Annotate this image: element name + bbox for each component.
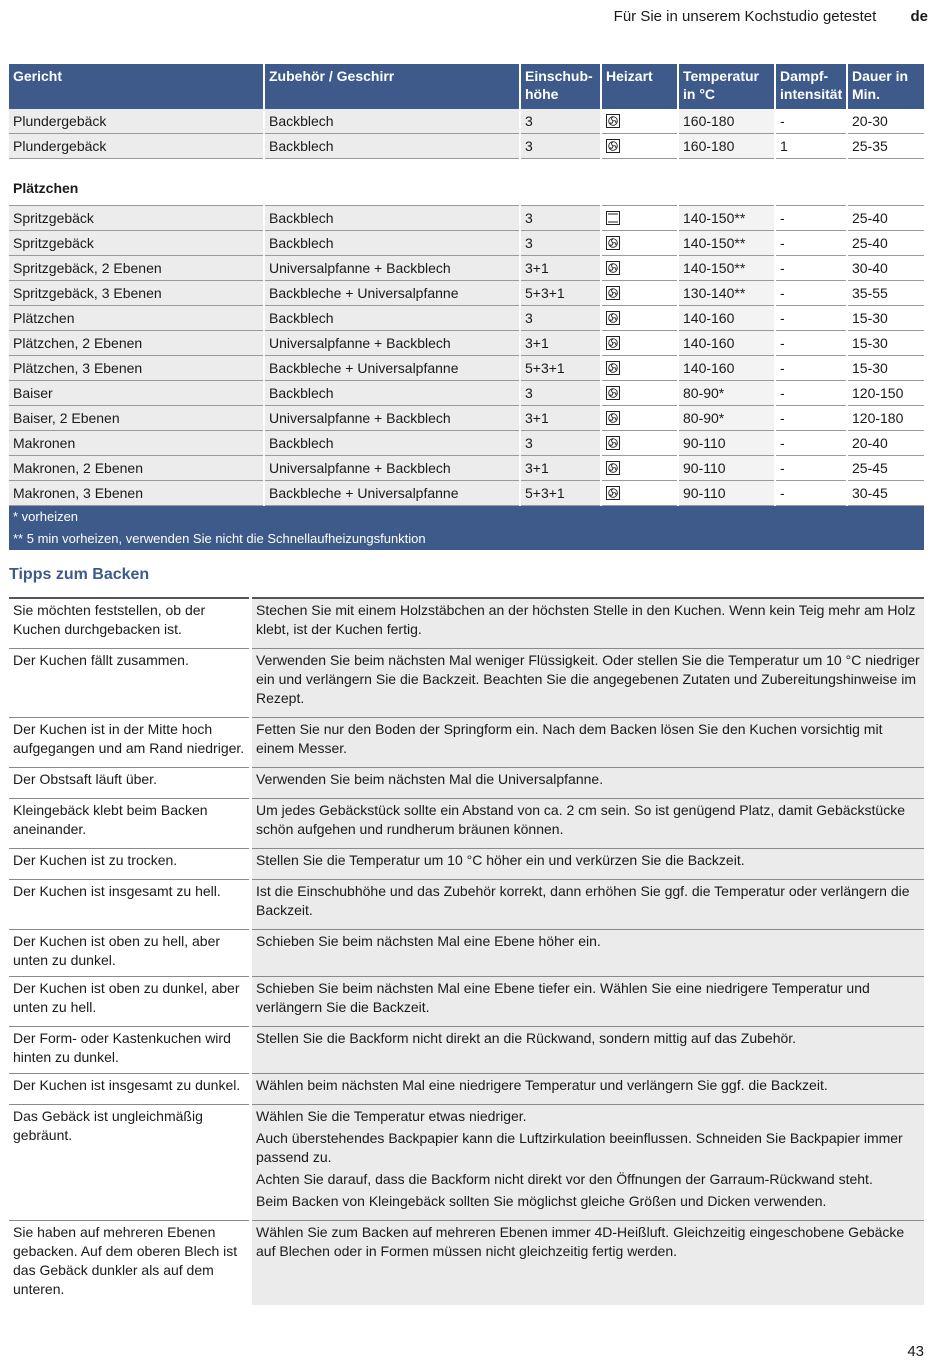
cell-dish: Spritzgebäck [9, 206, 264, 231]
tip-problem: Das Gebäck ist ungleichmäßig gebräunt. [9, 1105, 251, 1221]
cell-level: 3 [520, 431, 601, 456]
tip-solution [251, 598, 925, 649]
cell-level: 5+3+1 [520, 281, 601, 306]
cell-temperature: 90-110 [678, 481, 775, 506]
cell-accessory: Backbleche + Universalpfanne [264, 481, 520, 506]
tip-solution-paragraph: Wählen Sie die Temperatur etwas niedriger. [256, 1108, 527, 1124]
fan-heat-icon [606, 136, 620, 150]
cell-temperature: 90-110 [678, 456, 775, 481]
baking-table-header [9, 64, 924, 109]
fan-heat-icon [606, 258, 620, 272]
cell-accessory: Universalpfanne + Backblech [264, 256, 520, 281]
tip-problem: Der Kuchen ist insgesamt zu hell. [9, 880, 251, 930]
cell-dish: Plätzchen [9, 306, 264, 331]
cell-level: 3+1 [520, 331, 601, 356]
table-row [9, 356, 924, 381]
tip-problem: Sie haben auf mehreren Ebenen gebacken. Auf dem oberen Blech ist das Gebäck dunkler als auf dem unteren. [9, 1221, 251, 1306]
tip-row [9, 1074, 924, 1105]
cell-accessory: Backblech [264, 231, 520, 256]
cell-duration: 120-150 [847, 381, 924, 406]
cell-temperature: 160-180 [678, 109, 775, 134]
tip-solution [251, 649, 925, 718]
tip-solution-paragraph: Wählen Sie zum Backen auf mehreren Ebenen immer 4D-Heißluft. Gleichzeitig eingeschobene Gebäcke auf Blechen oder in Formen müssen nicht gleichzeitig fertig werden. [256, 1224, 905, 1259]
fan-heat-icon [606, 408, 620, 422]
table-row [9, 109, 924, 134]
cell-accessory: Backbleche + Universalpfanne [264, 281, 520, 306]
cell-temperature: 140-160 [678, 356, 775, 381]
cell-accessory: Backblech [264, 306, 520, 331]
cell-heating-mode [601, 356, 678, 381]
tip-solution [251, 1027, 925, 1074]
section-label: Plätzchen [9, 159, 924, 206]
cell-duration: 15-30 [847, 331, 924, 356]
tip-problem: Der Kuchen fällt zusammen. [9, 649, 251, 718]
col-header-accessory: Zubehör / Geschirr [264, 64, 520, 109]
fan-heat-icon [606, 333, 620, 347]
cell-accessory: Universalpfanne + Backblech [264, 456, 520, 481]
table-row [9, 381, 924, 406]
header-title: Für Sie in unserem Kochstudio getestet [613, 8, 877, 25]
cell-heating-mode [601, 481, 678, 506]
cell-steam: - [775, 306, 847, 331]
cell-dish: Makronen [9, 431, 264, 456]
tip-row [9, 1105, 924, 1221]
cell-steam: - [775, 256, 847, 281]
tip-solution-paragraph: Um jedes Gebäckstück sollte ein Abstand von ca. 2 cm sein. So ist genügend Platz, damit Gebäckstücke schön aufgehen und rundherum bräunen können. [256, 802, 906, 837]
cell-heating-mode [601, 256, 678, 281]
tip-solution-paragraph: Ist die Einschubhöhe und das Zubehör korrekt, dann erhöhen Sie ggf. die Temperatur oder verlängern die Backzeit. [256, 883, 910, 918]
fan-heat-icon [606, 233, 620, 247]
col-header-dish: Gericht [9, 64, 264, 109]
cell-heating-mode [601, 134, 678, 159]
page-header [614, 8, 928, 25]
cell-steam: - [775, 206, 847, 231]
tip-solution-paragraph: Stellen Sie die Temperatur um 10 °C höher ein und verkürzen Sie die Backzeit. [256, 852, 745, 868]
footnote-preheat-5min: ** 5 min vorheizen, verwenden Sie nicht die Schnellaufheizungsfunktion [9, 528, 924, 550]
cell-duration: 30-45 [847, 481, 924, 506]
tip-solution [251, 718, 925, 768]
cell-duration: 35-55 [847, 281, 924, 306]
cell-heating-mode [601, 331, 678, 356]
cell-duration: 15-30 [847, 356, 924, 381]
col-header-temperature: Temperatur in °C [678, 64, 775, 109]
cell-steam: - [775, 356, 847, 381]
cell-steam: - [775, 381, 847, 406]
table-section-row [9, 159, 924, 206]
cell-temperature: 80-90* [678, 381, 775, 406]
cell-duration: 25-45 [847, 456, 924, 481]
cell-temperature: 130-140** [678, 281, 775, 306]
tip-solution [251, 768, 925, 799]
cell-duration: 30-40 [847, 256, 924, 281]
cell-duration: 25-40 [847, 206, 924, 231]
cell-heating-mode [601, 381, 678, 406]
cell-level: 3 [520, 109, 601, 134]
tip-row [9, 849, 924, 880]
cell-temperature: 140-160 [678, 331, 775, 356]
col-header-level: Einschub-höhe [520, 64, 601, 109]
cell-duration: 15-30 [847, 306, 924, 331]
tip-row [9, 1221, 924, 1306]
tip-solution-paragraph: Wählen beim nächsten Mal eine niedrigere Temperatur und verlängern Sie ggf. die Backzeit. [256, 1077, 828, 1093]
fan-heat-icon [606, 383, 620, 397]
tip-problem: Der Kuchen ist oben zu dunkel, aber unten zu hell. [9, 977, 251, 1027]
cell-temperature: 140-150** [678, 256, 775, 281]
cell-duration: 20-40 [847, 431, 924, 456]
table-row [9, 231, 924, 256]
cell-level: 5+3+1 [520, 481, 601, 506]
fan-heat-icon [606, 433, 620, 447]
tip-row [9, 1027, 924, 1074]
cell-level: 3 [520, 231, 601, 256]
cell-level: 3 [520, 381, 601, 406]
cell-accessory: Backblech [264, 134, 520, 159]
tip-row [9, 977, 924, 1027]
tips-table [9, 597, 924, 1305]
table-row [9, 481, 924, 506]
cell-heating-mode [601, 306, 678, 331]
cell-level: 3+1 [520, 406, 601, 431]
cell-accessory: Backblech [264, 431, 520, 456]
tip-row [9, 930, 924, 977]
tip-solution [251, 1221, 925, 1306]
fan-heat-icon [606, 358, 620, 372]
cell-level: 3 [520, 134, 601, 159]
tip-solution [251, 1074, 925, 1105]
tip-problem: Der Kuchen ist zu trocken. [9, 849, 251, 880]
cell-dish: Plätzchen, 3 Ebenen [9, 356, 264, 381]
tip-solution-paragraph: Stellen Sie die Backform nicht direkt an die Rückwand, sondern mittig auf das Zubehör. [256, 1030, 797, 1046]
cell-accessory: Universalpfanne + Backblech [264, 406, 520, 431]
tip-solution-paragraph: Achten Sie darauf, dass die Backform nicht direkt vor den Öffnungen der Garraum-Rückwand steht. [256, 1171, 873, 1187]
fan-heat-icon [606, 111, 620, 125]
tip-solution-paragraph: Stechen Sie mit einem Holzstäbchen an der höchsten Stelle in den Kuchen. Wenn kein Teig mehr am Holz klebt, ist der Kuchen fertig. [256, 602, 916, 637]
tip-solution [251, 1105, 925, 1221]
cell-heating-mode [601, 281, 678, 306]
tip-solution [251, 799, 925, 849]
tip-row [9, 880, 924, 930]
cell-steam: - [775, 481, 847, 506]
col-header-steam: Dampf-intensität [775, 64, 847, 109]
tip-solution-paragraph: Verwenden Sie beim nächsten Mal die Universalpfanne. [256, 771, 604, 787]
tip-solution-paragraph: Verwenden Sie beim nächsten Mal weniger Flüssigkeit. Oder stellen Sie die Temperatur um 10 °C niedriger ein und verlängern Sie die Backzeit. Beachten Sie die angegebenen Zutaten und Zubereitungshinweise im Rezept. [256, 652, 920, 706]
cell-dish: Spritzgebäck, 2 Ebenen [9, 256, 264, 281]
tip-solution-paragraph: Auch überstehendes Backpapier kann die Luftzirkulation beeinflussen. Schneiden Sie Backpapier immer passend zu. [256, 1130, 903, 1165]
baking-table [9, 64, 924, 550]
tip-solution [251, 880, 925, 930]
cell-steam: 1 [775, 134, 847, 159]
cell-accessory: Backblech [264, 109, 520, 134]
tip-solution [251, 930, 925, 977]
table-row [9, 456, 924, 481]
cell-level: 5+3+1 [520, 356, 601, 381]
cell-steam: - [775, 431, 847, 456]
table-row [9, 281, 924, 306]
cell-level: 3+1 [520, 456, 601, 481]
cell-dish: Baiser, 2 Ebenen [9, 406, 264, 431]
cell-steam: - [775, 231, 847, 256]
cell-heating-mode [601, 109, 678, 134]
cell-dish: Makronen, 3 Ebenen [9, 481, 264, 506]
cell-duration: 120-180 [847, 406, 924, 431]
tip-row [9, 799, 924, 849]
cell-heating-mode [601, 231, 678, 256]
col-header-duration: Dauer in Min. [847, 64, 924, 109]
fan-heat-icon [606, 308, 620, 322]
tip-row [9, 768, 924, 799]
tip-solution-paragraph: Fetten Sie nur den Boden der Springform ein. Nach dem Backen lösen Sie den Kuchen vorsichtig mit einem Messer. [256, 721, 883, 756]
cell-steam: - [775, 281, 847, 306]
tip-row [9, 718, 924, 768]
cell-heating-mode [601, 431, 678, 456]
cell-temperature: 80-90* [678, 406, 775, 431]
cell-dish: Spritzgebäck, 3 Ebenen [9, 281, 264, 306]
cell-steam: - [775, 109, 847, 134]
cell-accessory: Backbleche + Universalpfanne [264, 356, 520, 381]
cell-temperature: 160-180 [678, 134, 775, 159]
cell-duration: 25-35 [847, 134, 924, 159]
cell-heating-mode [601, 456, 678, 481]
col-header-heating-mode: Heizart [601, 64, 678, 109]
cell-steam: - [775, 406, 847, 431]
cell-steam: - [775, 331, 847, 356]
page-number: 43 [907, 1343, 924, 1360]
tip-solution-paragraph: Schieben Sie beim nächsten Mal eine Ebene höher ein. [256, 933, 601, 949]
tip-problem: Der Kuchen ist oben zu hell, aber unten zu dunkel. [9, 930, 251, 977]
tip-problem: Der Obstsaft läuft über. [9, 768, 251, 799]
cell-level: 3 [520, 306, 601, 331]
tip-problem: Kleingebäck klebt beim Backen aneinander. [9, 799, 251, 849]
top-bottom-heat-icon [606, 208, 620, 222]
cell-heating-mode [601, 206, 678, 231]
tip-problem: Der Kuchen ist insgesamt zu dunkel. [9, 1074, 251, 1105]
tip-solution [251, 977, 925, 1027]
table-row [9, 306, 924, 331]
cell-dish: Baiser [9, 381, 264, 406]
cell-temperature: 90-110 [678, 431, 775, 456]
tip-problem: Der Kuchen ist in der Mitte hoch aufgegangen und am Rand niedriger. [9, 718, 251, 768]
cell-temperature: 140-150** [678, 206, 775, 231]
cell-temperature: 140-160 [678, 306, 775, 331]
tip-solution-paragraph: Beim Backen von Kleingebäck sollten Sie möglichst gleiche Größen und Dicken verwenden. [256, 1193, 827, 1209]
fan-heat-icon [606, 483, 620, 497]
cell-temperature: 140-150** [678, 231, 775, 256]
cell-duration: 20-30 [847, 109, 924, 134]
tip-solution-paragraph: Schieben Sie beim nächsten Mal eine Ebene tiefer ein. Wählen Sie eine niedrigere Temperatur und verlängern Sie die Backzeit. [256, 980, 870, 1015]
cell-level: 3 [520, 206, 601, 231]
tip-row [9, 598, 924, 649]
cell-accessory: Backblech [264, 206, 520, 231]
cell-level: 3+1 [520, 256, 601, 281]
fan-heat-icon [606, 458, 620, 472]
table-row [9, 206, 924, 231]
cell-dish: Plundergebäck [9, 109, 264, 134]
cell-accessory: Universalpfanne + Backblech [264, 331, 520, 356]
tips-section-title: Tipps zum Backen [9, 566, 150, 583]
cell-dish: Spritzgebäck [9, 231, 264, 256]
table-row [9, 431, 924, 456]
cell-accessory: Backblech [264, 381, 520, 406]
cell-steam: - [775, 456, 847, 481]
fan-heat-icon [606, 283, 620, 297]
cell-duration: 25-40 [847, 231, 924, 256]
table-row [9, 331, 924, 356]
tip-row [9, 649, 924, 718]
footnote-preheat: * vorheizen [9, 506, 924, 529]
tip-problem: Sie möchten feststellen, ob der Kuchen durchgebacken ist. [9, 598, 251, 649]
cell-heating-mode [601, 406, 678, 431]
table-row [9, 256, 924, 281]
language-code: de [910, 8, 928, 25]
table-row [9, 406, 924, 431]
tip-solution [251, 849, 925, 880]
cell-dish: Plundergebäck [9, 134, 264, 159]
cell-dish: Makronen, 2 Ebenen [9, 456, 264, 481]
tip-problem: Der Form- oder Kastenkuchen wird hinten zu dunkel. [9, 1027, 251, 1074]
table-row [9, 134, 924, 159]
cell-dish: Plätzchen, 2 Ebenen [9, 331, 264, 356]
